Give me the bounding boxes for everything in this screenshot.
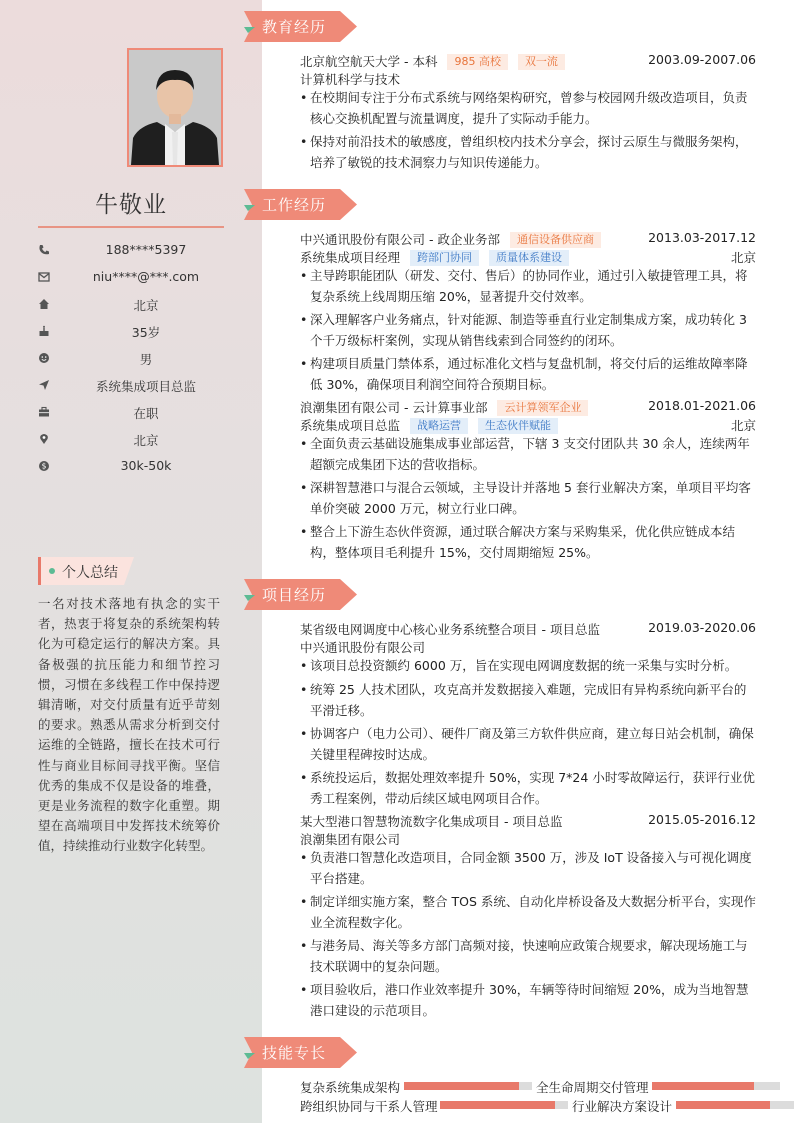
skill-bar	[652, 1082, 780, 1090]
project-org: 浪潮集团有限公司	[300, 832, 401, 847]
list-item: • 该项目总投资额约 6000 万，旨在实现电网调度数据的统一采集与实时分析。	[300, 658, 738, 673]
list-item: • 全面负责云基础设施集成事业部运营，下辖 3 支交付团队共 30 余人，连续两年超额完成集团下达的营收指标。	[300, 436, 750, 472]
briefcase-icon	[38, 406, 50, 418]
skill-name: 跨组织协同与干系人管理	[300, 1099, 438, 1114]
list-item: • 在校期间专注于分布式系统与网络架构研究，曾参与校园网升级改造项目，负责核心交换机配置与流量调度，提升了实际动手能力。	[300, 90, 748, 126]
list-item: • 负责港口智慧化改造项目，合同金额 3500 万，涉及 IoT 设备接入与可视化调度平台搭建。	[300, 850, 752, 886]
list-item: • 项目验收后，港口作业效率提升 30%，车辆等待时间缩短 20%，成为当地智慧港口建设的示范项目。	[300, 982, 749, 1018]
skill-item	[300, 1078, 532, 1096]
skill-item	[300, 1097, 568, 1115]
project-name: 某省级电网调度中心核心业务系统整合项目 - 项目总监	[300, 622, 600, 637]
role-tag: 战略运营	[410, 418, 468, 434]
job-city: 北京	[730, 250, 756, 265]
school-tag: 985 高校	[447, 54, 508, 70]
candidate-name: 牛敬业	[95, 192, 167, 218]
skill-item	[536, 1078, 780, 1096]
project-title-row	[300, 812, 756, 830]
list-item: • 整合上下游生态伙伴资源，通过联合解决方案与采购集采，优化供应链成本结构，整体项目毛利提升 15%，交付周期缩短 25%。	[300, 524, 736, 560]
list-item: • 与港务局、海关等多方部门高频对接，快速响应政策合规要求，解决现场施工与技术联调中的复杂问题。	[300, 938, 748, 974]
skill-name: 全生命周期交付管理	[536, 1080, 649, 1095]
skill-bar-fill	[676, 1101, 770, 1109]
education-major: 计算机科学与技术	[300, 72, 401, 87]
skill-bar	[676, 1101, 794, 1109]
company-tag: 通信设备供应商	[510, 232, 601, 248]
section-heading-education: 教育经历	[244, 11, 358, 42]
skill-bar-fill	[652, 1082, 754, 1090]
list-item: • 统筹 25 人技术团队，攻克高并发数据接入难题，完成旧有异构系统向新平台的平滑迁移。	[300, 682, 747, 718]
project-period: 2015.05-2016.12	[648, 812, 756, 827]
education-school-row	[300, 52, 756, 70]
location-icon	[38, 433, 50, 445]
info-phone: 188****5397	[38, 242, 224, 260]
skill-bar-fill	[440, 1101, 555, 1109]
company-tag: 云计算领军企业	[497, 400, 588, 416]
project-period: 2019.03-2020.06	[648, 620, 756, 635]
list-item: • 主导跨职能团队（研发、交付、售后）的协同作业，通过引入敏捷管理工具，将复杂系统上线周期压缩 20%，显著提升交付效率。	[300, 268, 748, 304]
summary-text: 一名对技术落地有执念的实干者，热衷于将复杂的系统架构转化为可稳定运行的解决方案。具备极强的抗压能力和细节控习惯，习惯在多线程工作中保持逻辑清晰，对交付质量有近乎苛刻的要求。熟悉从需求分析到交付运维的全链路，擅长在技术可行性与商业目标间寻找平衡。坚信优秀的集成不仅是设备的堆叠，更是业务流程的数字化重塑。期望在高端项目中发挥技术统筹价值，持续推动行业数字化转型。	[38, 596, 220, 854]
job-period: 2013.03-2017.12	[648, 230, 756, 245]
list-item: • 系统投运后，数据处理效率提升 50%，实现 7*24 小时零故障运行，获评行业优秀工程案例，带动后续区域电网项目合作。	[300, 770, 755, 806]
section-heading-skills: 技能专长	[244, 1037, 358, 1068]
salary-icon	[38, 460, 50, 472]
job-period: 2018.01-2021.06	[648, 398, 756, 413]
list-item: • 深耕智慧港口与混合云领域，主导设计并落地 5 套行业解决方案，单项目平均客单价突破 2000 万元，树立行业口碑。	[300, 480, 751, 516]
project-name: 某大型港口智慧物流数字化集成项目 - 项目总监	[300, 814, 563, 829]
svg-text:$: $	[41, 461, 47, 471]
role-tag: 跨部门协同	[410, 250, 479, 266]
section-heading-projects: 项目经历	[244, 579, 358, 610]
info-email: niu****@***.com	[38, 269, 224, 287]
company-name: 中兴通讯股份有限公司 - 政企业务部	[300, 232, 500, 247]
skill-bar	[440, 1101, 568, 1109]
role-tag: 生态伙伴赋能	[478, 418, 558, 434]
school-tag: 双一流	[518, 54, 565, 70]
info-salary: $ 30k-50k	[38, 458, 224, 476]
gender-icon	[38, 352, 50, 364]
list-item: • 深入理解客户业务痛点，针对能源、制造等垂直行业定制集成方案，成功转化 3 个千万级标杆案例，实现从销售线索到合同签约的闭环。	[300, 312, 747, 348]
job-city: 北京	[730, 418, 756, 433]
skill-bar	[404, 1082, 532, 1090]
list-item: • 构建项目质量门禁体系，通过标准化文档与复盘机制，将交付后的运维故障率降低 30%，确保项目利润空间符合预期目标。	[300, 356, 748, 392]
skill-bar-fill	[404, 1082, 519, 1090]
info-status: 在职	[38, 404, 224, 422]
send-icon	[38, 379, 50, 391]
list-item: • 协调客户（电力公司）、硬件厂商及第三方软件供应商，建立每日站会机制，确保关键里程碑按时达成。	[300, 726, 754, 762]
job-role: 系统集成项目总监	[300, 418, 401, 433]
job-role-row	[300, 248, 756, 266]
list-item: • 制定详细实施方案，整合 TOS 系统、自动化岸桥设备及大数据分析平台，实现作业全流程数字化。	[300, 894, 756, 930]
section-heading-work: 工作经历	[244, 189, 358, 220]
job-company-row	[300, 398, 756, 416]
school-name: 北京航空航天大学 - 本科	[300, 54, 438, 69]
cake-icon	[38, 325, 50, 337]
info-position: 系统集成项目总监	[38, 377, 224, 395]
role-tag: 质量体系建设	[489, 250, 569, 266]
name-divider	[38, 226, 224, 228]
skill-name: 行业解决方案设计	[572, 1099, 673, 1114]
job-role-row	[300, 416, 756, 434]
project-org: 中兴通讯股份有限公司	[300, 640, 426, 655]
phone-icon	[38, 244, 50, 256]
info-gender: 男	[38, 350, 224, 368]
education-period: 2003.09-2007.06	[648, 52, 756, 67]
info-age: 35岁	[38, 323, 224, 341]
company-name: 浪潮集团有限公司 - 云计算事业部	[300, 400, 488, 415]
avatar-photo	[127, 48, 223, 167]
home-icon	[38, 298, 50, 310]
project-title-row	[300, 620, 756, 638]
skill-name: 复杂系统集成架构	[300, 1080, 401, 1095]
summary-heading: 个人总结	[38, 557, 133, 585]
list-item: • 保持对前沿技术的敏感度，曾组织校内技术分享会，探讨云原生与微服务架构，培养了敏锐的技术洞察力与知识传递能力。	[300, 134, 748, 170]
email-icon	[38, 271, 50, 283]
skill-item	[572, 1097, 794, 1115]
info-location: 北京	[38, 431, 224, 449]
job-role: 系统集成项目经理	[300, 250, 401, 265]
info-home: 北京	[38, 296, 224, 314]
job-company-row	[300, 230, 756, 248]
